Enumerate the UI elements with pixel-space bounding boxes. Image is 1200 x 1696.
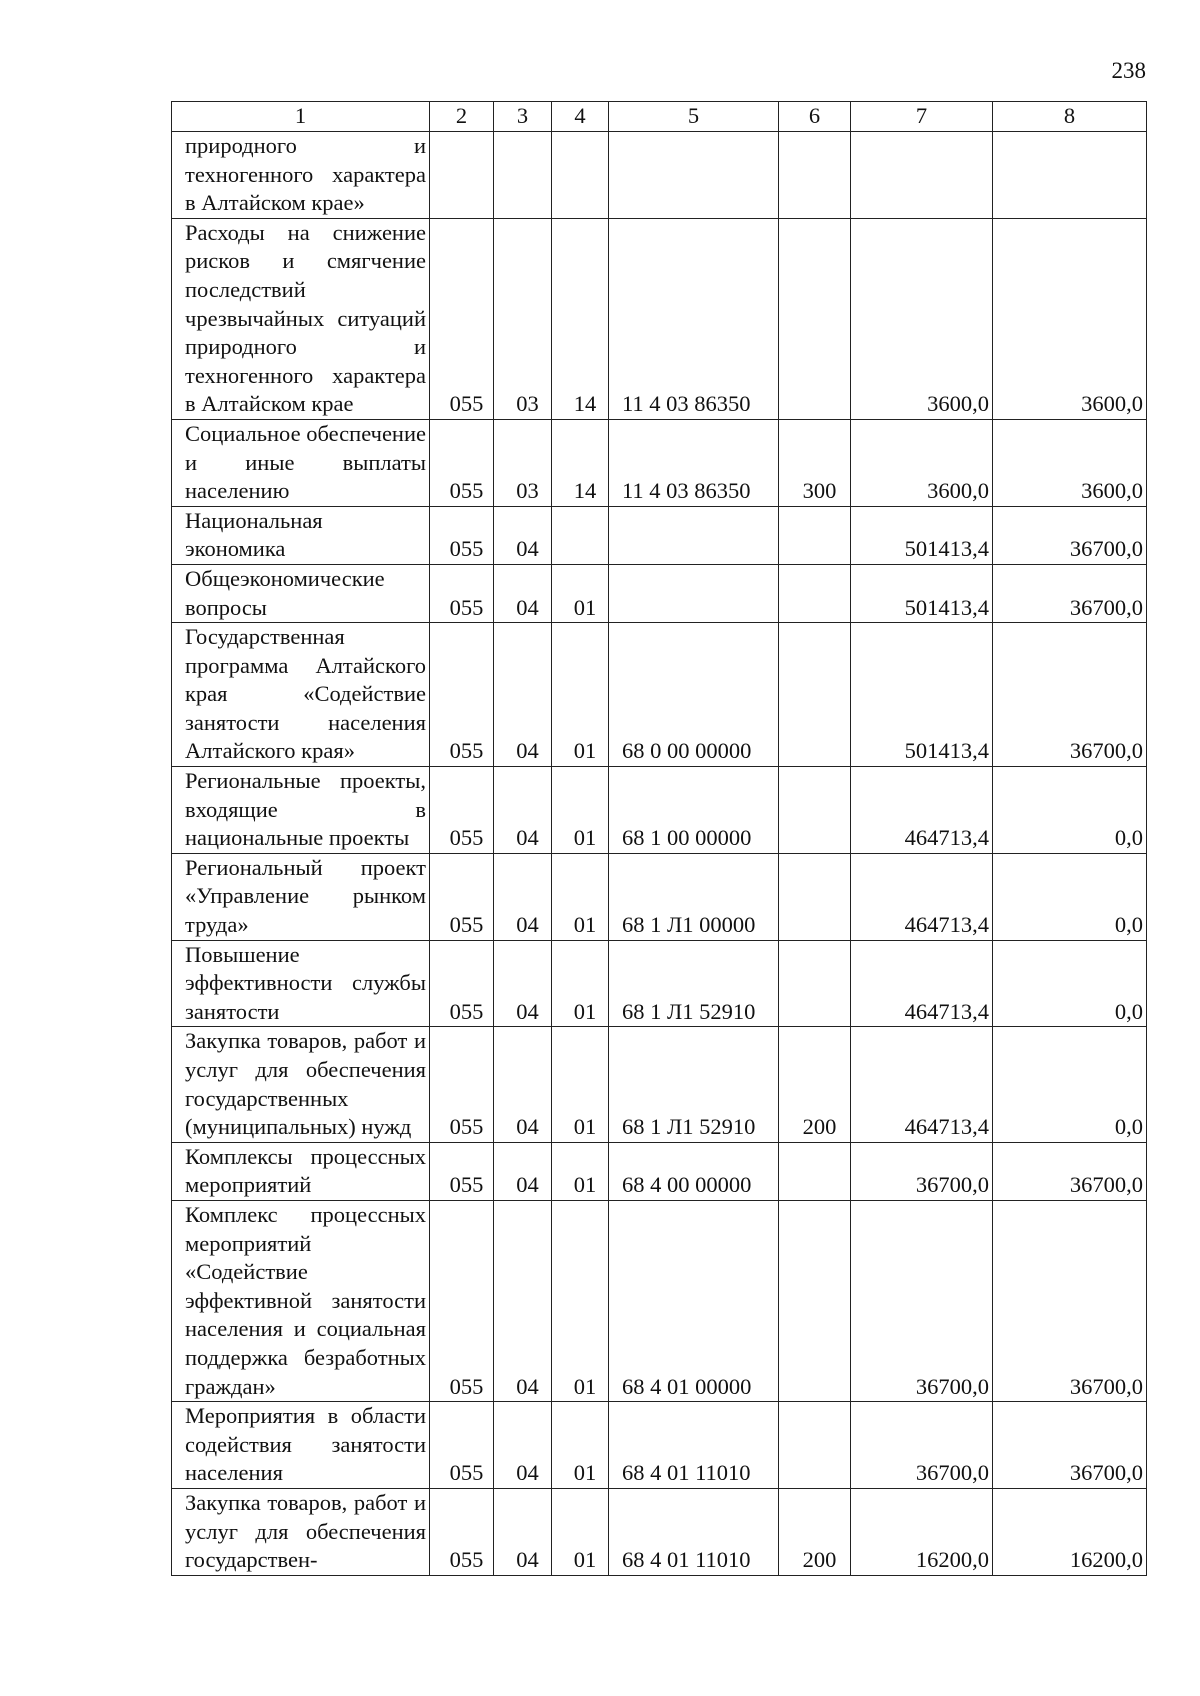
section-code: 04 xyxy=(494,564,552,622)
expense-type-code xyxy=(779,1402,851,1489)
table-row xyxy=(172,1402,1147,1489)
amount-col7: 36700,0 xyxy=(851,1142,993,1200)
subsection-code: 01 xyxy=(552,623,609,767)
admin-code: 055 xyxy=(430,1027,494,1142)
section-code: 04 xyxy=(494,1200,552,1401)
target-article-code: 68 4 00 00000 xyxy=(609,1142,779,1200)
target-article-code: 11 4 03 86350 xyxy=(609,419,779,506)
admin-code: 055 xyxy=(430,218,494,419)
column-header: 2 xyxy=(430,102,494,132)
target-article-code: 68 1 00 00000 xyxy=(609,767,779,854)
expense-type-code: 200 xyxy=(779,1027,851,1142)
expense-type-code: 200 xyxy=(779,1488,851,1575)
table-row xyxy=(172,218,1147,419)
amount-col7 xyxy=(851,132,993,219)
subsection-code: 01 xyxy=(552,853,609,940)
row-name: Региональные проекты, входящие в национальные проекты xyxy=(172,767,430,854)
target-article-code: 68 1 Л1 00000 xyxy=(609,853,779,940)
row-name: природного и техногенного характера в Алтайском крае» xyxy=(172,132,430,219)
row-name: Социальное обеспечение и иные выплаты населению xyxy=(172,419,430,506)
row-name: Расходы на снижение рисков и смягчение последствий чрезвычайных ситуаций природного и техногенного характера в Алтайском крае xyxy=(172,218,430,419)
expense-type-code xyxy=(779,506,851,564)
target-article-code: 68 4 01 00000 xyxy=(609,1200,779,1401)
admin-code: 055 xyxy=(430,506,494,564)
amount-col7: 501413,4 xyxy=(851,506,993,564)
expense-type-code xyxy=(779,623,851,767)
subsection-code: 01 xyxy=(552,940,609,1027)
section-code: 04 xyxy=(494,853,552,940)
amount-col7: 501413,4 xyxy=(851,623,993,767)
expense-type-code xyxy=(779,564,851,622)
amount-col7: 464713,4 xyxy=(851,853,993,940)
row-name: Мероприятия в области содействия занятости населения xyxy=(172,1402,430,1489)
table-row xyxy=(172,853,1147,940)
amount-col8: 36700,0 xyxy=(993,623,1147,767)
column-header: 6 xyxy=(779,102,851,132)
amount-col8: 36700,0 xyxy=(993,1142,1147,1200)
table-row xyxy=(172,623,1147,767)
row-name: Региональный проект «Управление рынком труда» xyxy=(172,853,430,940)
subsection-code: 14 xyxy=(552,419,609,506)
expense-type-code xyxy=(779,218,851,419)
target-article-code xyxy=(609,132,779,219)
subsection-code: 14 xyxy=(552,218,609,419)
expense-type-code xyxy=(779,1142,851,1200)
subsection-code: 01 xyxy=(552,564,609,622)
table-row xyxy=(172,132,1147,219)
subsection-code xyxy=(552,506,609,564)
admin-code: 055 xyxy=(430,767,494,854)
table-row xyxy=(172,767,1147,854)
amount-col7: 16200,0 xyxy=(851,1488,993,1575)
amount-col7: 464713,4 xyxy=(851,940,993,1027)
amount-col7: 501413,4 xyxy=(851,564,993,622)
table-row xyxy=(172,1142,1147,1200)
admin-code: 055 xyxy=(430,419,494,506)
subsection-code: 01 xyxy=(552,1488,609,1575)
expense-type-code xyxy=(779,940,851,1027)
amount-col8: 0,0 xyxy=(993,1027,1147,1142)
table-row xyxy=(172,506,1147,564)
admin-code: 055 xyxy=(430,1200,494,1401)
section-code xyxy=(494,132,552,219)
admin-code: 055 xyxy=(430,1402,494,1489)
amount-col7: 36700,0 xyxy=(851,1200,993,1401)
subsection-code: 01 xyxy=(552,1027,609,1142)
amount-col8: 3600,0 xyxy=(993,218,1147,419)
admin-code: 055 xyxy=(430,623,494,767)
column-header: 7 xyxy=(851,102,993,132)
expense-type-code: 300 xyxy=(779,419,851,506)
section-code: 04 xyxy=(494,623,552,767)
row-name: Закупка товаров, работ и услуг для обеспечения государствен- xyxy=(172,1488,430,1575)
target-article-code xyxy=(609,564,779,622)
amount-col8: 16200,0 xyxy=(993,1488,1147,1575)
column-header: 8 xyxy=(993,102,1147,132)
amount-col8: 36700,0 xyxy=(993,1402,1147,1489)
section-code: 04 xyxy=(494,1027,552,1142)
section-code: 03 xyxy=(494,218,552,419)
target-article-code xyxy=(609,506,779,564)
subsection-code xyxy=(552,132,609,219)
expense-type-code xyxy=(779,767,851,854)
target-article-code: 68 4 01 11010 xyxy=(609,1402,779,1489)
row-name: Общеэкономические вопросы xyxy=(172,564,430,622)
column-header: 1 xyxy=(172,102,430,132)
subsection-code: 01 xyxy=(552,767,609,854)
target-article-code: 68 1 Л1 52910 xyxy=(609,940,779,1027)
amount-col8: 0,0 xyxy=(993,767,1147,854)
table-header-row xyxy=(172,102,1147,132)
amount-col7: 3600,0 xyxy=(851,419,993,506)
admin-code: 055 xyxy=(430,1488,494,1575)
admin-code: 055 xyxy=(430,940,494,1027)
expense-type-code xyxy=(779,1200,851,1401)
amount-col8: 36700,0 xyxy=(993,564,1147,622)
row-name: Государственная программа Алтайского края «Содействие занятости населения Алтайского края» xyxy=(172,623,430,767)
section-code: 04 xyxy=(494,1142,552,1200)
admin-code: 055 xyxy=(430,1142,494,1200)
subsection-code: 01 xyxy=(552,1142,609,1200)
section-code: 04 xyxy=(494,1488,552,1575)
amount-col7: 464713,4 xyxy=(851,1027,993,1142)
amount-col8: 0,0 xyxy=(993,853,1147,940)
page-number: 238 xyxy=(1111,58,1146,83)
target-article-code: 68 4 01 11010 xyxy=(609,1488,779,1575)
amount-col7: 464713,4 xyxy=(851,767,993,854)
admin-code xyxy=(430,132,494,219)
table-row xyxy=(172,419,1147,506)
column-header: 5 xyxy=(609,102,779,132)
target-article-code: 68 0 00 00000 xyxy=(609,623,779,767)
subsection-code: 01 xyxy=(552,1200,609,1401)
column-header: 3 xyxy=(494,102,552,132)
amount-col8 xyxy=(993,132,1147,219)
admin-code: 055 xyxy=(430,564,494,622)
section-code: 04 xyxy=(494,1402,552,1489)
table-row xyxy=(172,1200,1147,1401)
expense-type-code xyxy=(779,853,851,940)
row-name: Комплексы процессных мероприятий xyxy=(172,1142,430,1200)
amount-col7: 36700,0 xyxy=(851,1402,993,1489)
amount-col8: 0,0 xyxy=(993,940,1147,1027)
subsection-code: 01 xyxy=(552,1402,609,1489)
amount-col7: 3600,0 xyxy=(851,218,993,419)
table-row xyxy=(172,940,1147,1027)
amount-col8: 3600,0 xyxy=(993,419,1147,506)
table-row xyxy=(172,1488,1147,1575)
target-article-code: 68 1 Л1 52910 xyxy=(609,1027,779,1142)
section-code: 03 xyxy=(494,419,552,506)
column-header: 4 xyxy=(552,102,609,132)
table-row xyxy=(172,1027,1147,1142)
section-code: 04 xyxy=(494,767,552,854)
expense-type-code xyxy=(779,132,851,219)
amount-col8: 36700,0 xyxy=(993,1200,1147,1401)
budget-table xyxy=(171,101,1147,1576)
row-name: Повышение эффективности службы занятости xyxy=(172,940,430,1027)
section-code: 04 xyxy=(494,940,552,1027)
section-code: 04 xyxy=(494,506,552,564)
amount-col8: 36700,0 xyxy=(993,506,1147,564)
table-row xyxy=(172,564,1147,622)
row-name: Национальная экономика xyxy=(172,506,430,564)
admin-code: 055 xyxy=(430,853,494,940)
row-name: Комплекс процессных мероприятий «Содействие эффективной занятости населения и социальная поддержка безработных граждан» xyxy=(172,1200,430,1401)
row-name: Закупка товаров, работ и услуг для обеспечения государственных (муниципальных) нужд xyxy=(172,1027,430,1142)
target-article-code: 11 4 03 86350 xyxy=(609,218,779,419)
